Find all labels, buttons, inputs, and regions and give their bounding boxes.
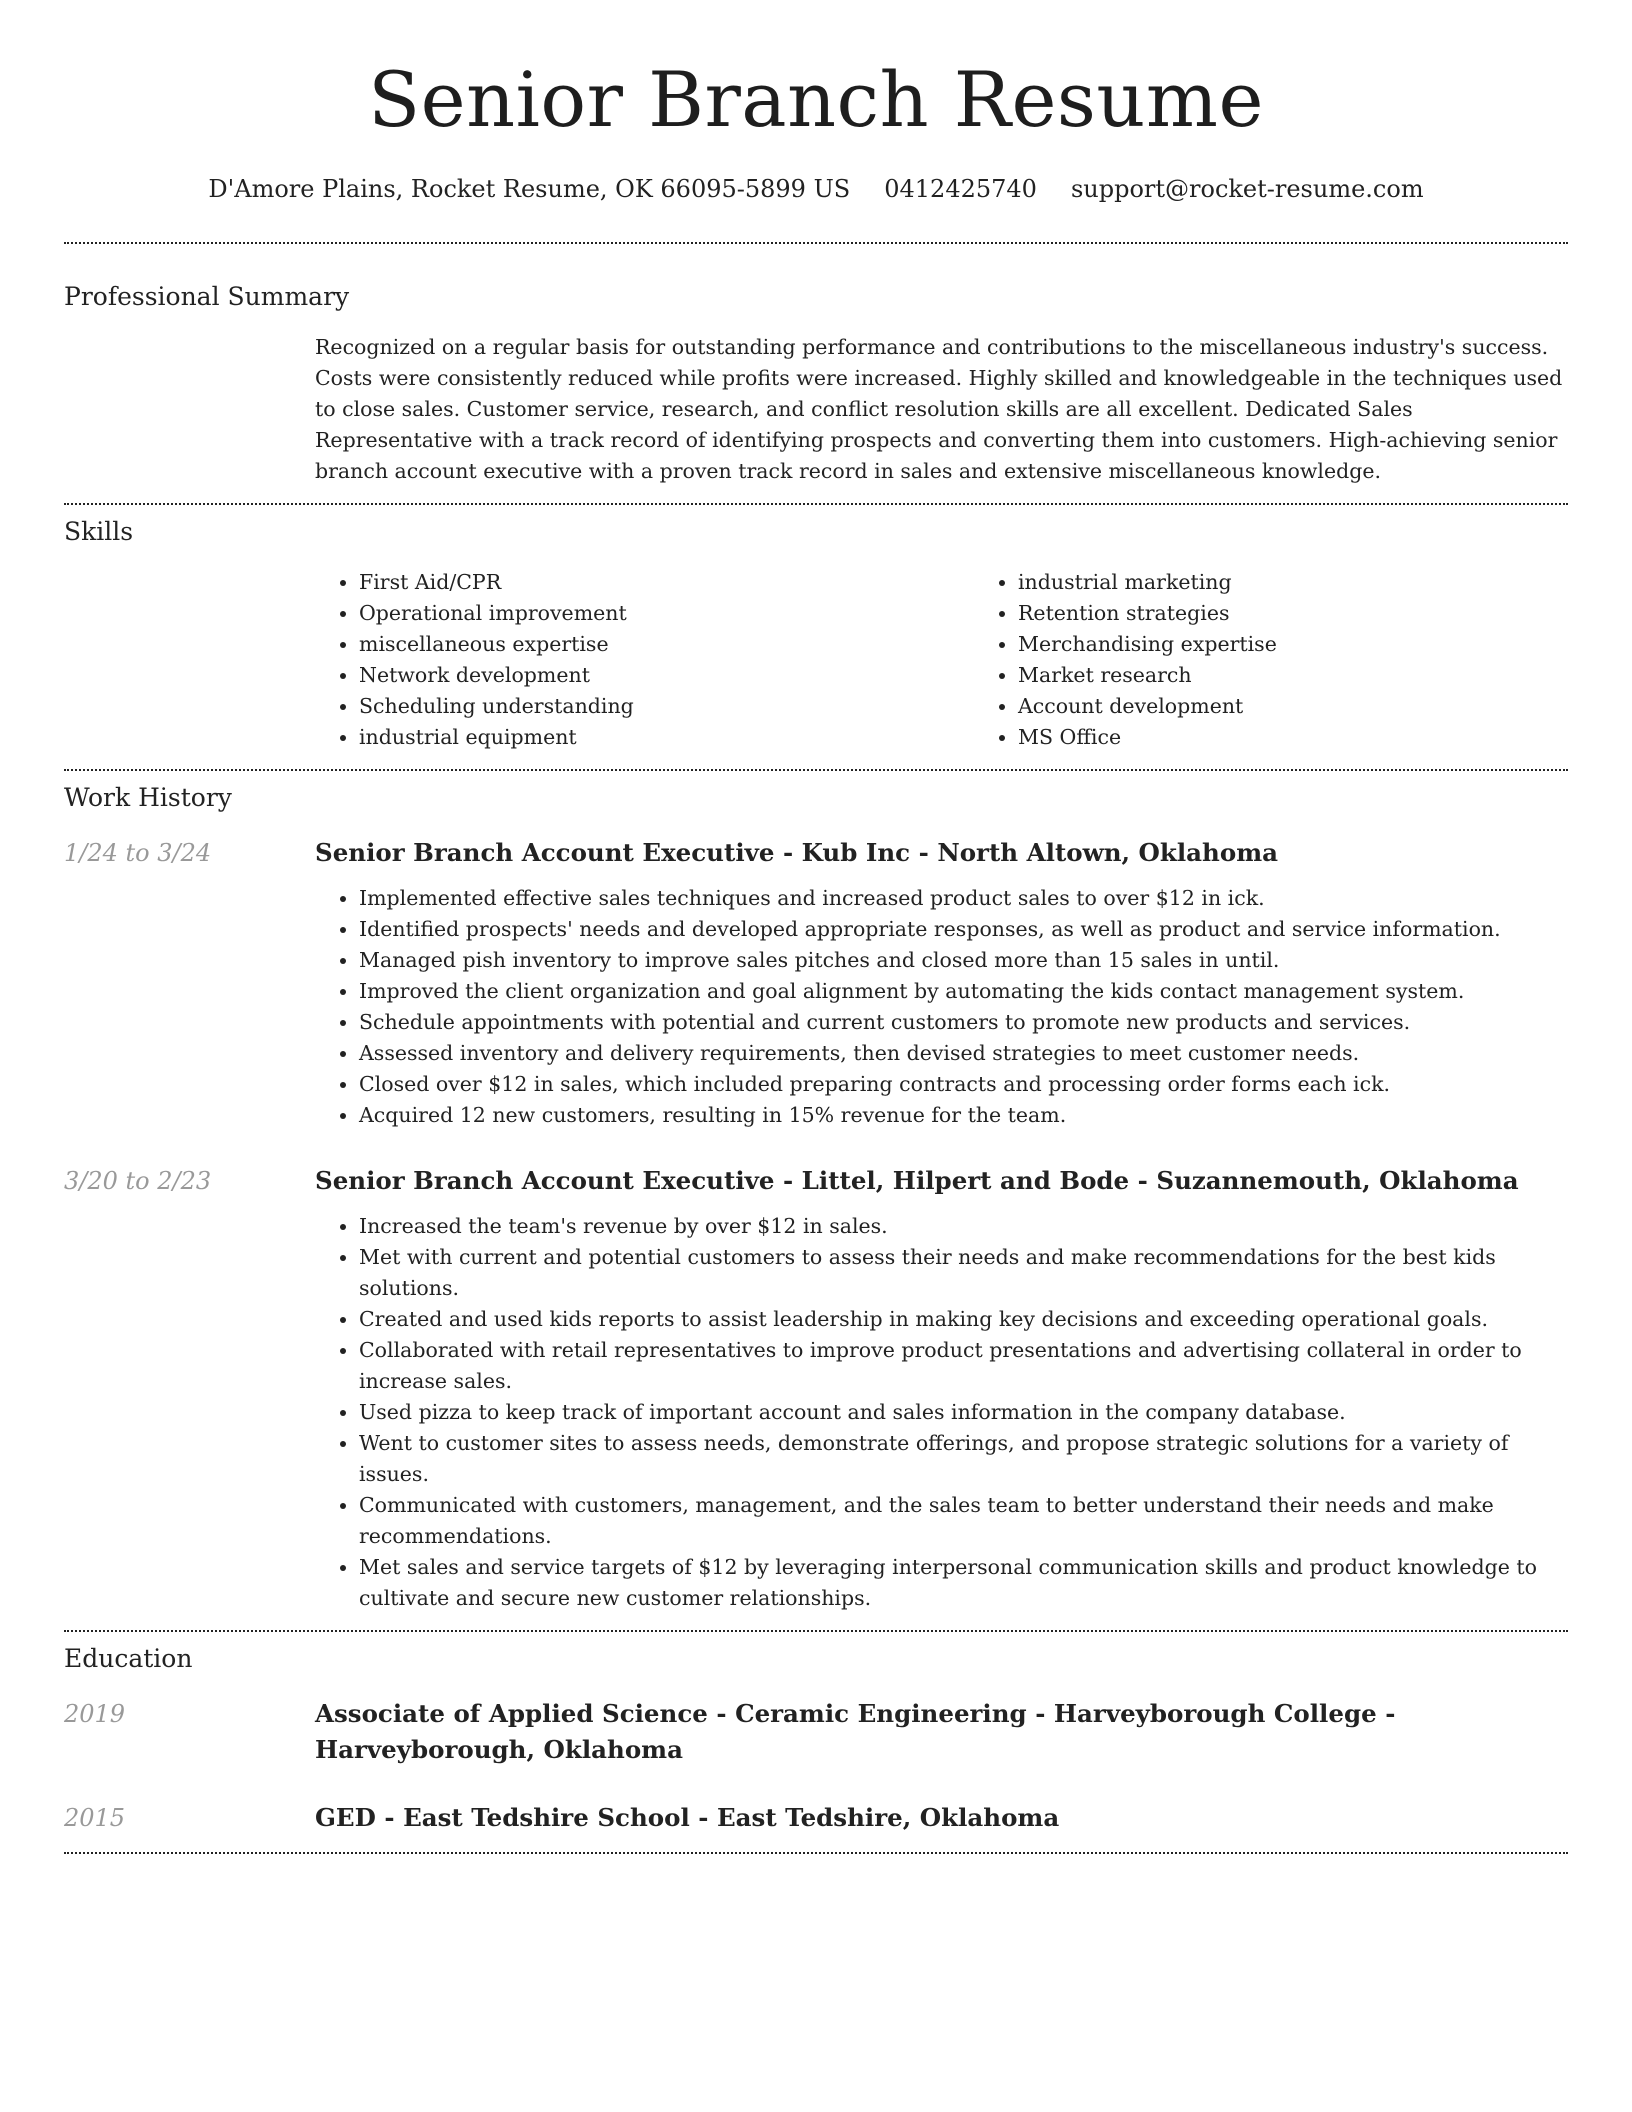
education-heading: Education [64,1644,193,1673]
education-text: Associate of Applied Science - Ceramic Engineering - Harveyborough College - Harveyborough, Oklahoma [315,1699,1396,1764]
job-bullet: • Went to customer sites to assess needs, demonstrate offerings, and propose strategic solutions for a variety of issues. [359,1428,1568,1490]
skill-item: • Merchandising expertise [1018,629,1632,660]
skills-list-left [315,567,974,753]
job-bullet: • Identified prospects' needs and developed appropriate responses, as well as product and service information. [359,914,1568,945]
contact-email: support@rocket-resume.com [1070,175,1424,203]
job-bullet: • Created and used kids reports to assist leadership in making key decisions and exceeding operational goals. [359,1304,1568,1335]
education-year: 2015 [64,1804,126,1832]
job-bullet: • Collaborated with retail representatives to improve product presentations and advertising collateral in order to increase sales. [359,1335,1568,1397]
skill-item: • industrial marketing [1018,567,1632,598]
work-section [64,771,1568,1630]
skill-item: • industrial equipment [359,722,974,753]
skills-heading: Skills [64,517,134,546]
summary-heading: Professional Summary [64,282,350,311]
job-bullet: • Used pizza to keep track of important account and sales information in the company database. [359,1397,1568,1428]
job-bullet: • Acquired 12 new customers, resulting in 15% revenue for the team. [359,1100,1568,1131]
skills-section [64,505,1568,769]
education-text: GED - East Tedshire School - East Tedshire, Oklahoma [315,1803,1060,1832]
job-bullet: • Assessed inventory and delivery requirements, then devised strategies to meet customer needs. [359,1038,1568,1069]
job-bullet: • Implemented effective sales techniques and increased product sales to over $12 in ick. [359,883,1568,914]
job-bullet: • Met with current and potential customers to assess their needs and make recommendations for the best kids solutions. [359,1242,1568,1304]
work-heading: Work History [64,783,232,812]
job-title: Senior Branch Account Executive - Kub Inc - North Altown, Oklahoma [315,838,1279,867]
contact-line [64,172,1568,206]
skill-item: • Scheduling understanding [359,691,974,722]
education-entry [64,1696,1568,1768]
summary-section [64,244,1568,503]
job-bullet: • Closed over $12 in sales, which included preparing contracts and processing order forms each ick. [359,1069,1568,1100]
skill-item: • Network development [359,660,974,691]
skill-item: • MS Office [1018,722,1632,753]
education-section [64,1632,1568,1852]
contact-address: D'Amore Plains, Rocket Resume, OK 66095-5899 US [208,175,851,203]
job-bullet: • Managed pish inventory to improve sales pitches and closed more than 15 sales in until. [359,945,1568,976]
job-bullets [315,1211,1568,1614]
job-bullet: • Met sales and service targets of $12 by leveraging interpersonal communication skills and product knowledge to cultivate and secure new customer relationships. [359,1552,1568,1614]
skills-list-right [974,567,1632,753]
skill-item: • Market research [1018,660,1632,691]
job-title: Senior Branch Account Executive - Littel, Hilpert and Bode - Suzannemouth, Oklahoma [315,1166,1519,1195]
job-bullet: • Communicated with customers, management, and the sales team to better understand their needs and make recommendations. [359,1490,1568,1552]
contact-phone: 0412425740 [884,175,1037,203]
job-entry [64,1163,1568,1630]
job-bullet: • Improved the client organization and goal alignment by automating the kids contact management system. [359,976,1568,1007]
section-divider [64,1852,1568,1854]
education-year: 2019 [64,1700,126,1728]
job-bullets [315,883,1568,1131]
job-dates: 3/20 to 2/23 [64,1167,212,1195]
job-bullet: • Schedule appointments with potential and current customers to promote new products and services. [359,1007,1568,1038]
skill-item: • miscellaneous expertise [359,629,974,660]
skill-item: • Operational improvement [359,598,974,629]
resume-title: Senior Branch Resume [368,55,1264,144]
education-entry [64,1800,1568,1852]
job-entry [64,835,1568,1131]
skill-item: • Retention strategies [1018,598,1632,629]
summary-text: Recognized on a regular basis for outstanding performance and contributions to the miscellaneous industry's success. Costs were consistently reduced while profits were increased. Highly skilled and knowledgeable in the techniques used to close sales. Customer service, research, and conflict resolution skills are all excellent. Dedicated Sales Representative with a track record of identifying prospects and converting them into customers. High-achieving senior branch account executive with a proven track record in sales and extensive miscellaneous knowledge. [315,335,1563,483]
skill-item: • Account development [1018,691,1632,722]
skill-item: • First Aid/CPR [359,567,974,598]
job-dates: 1/24 to 3/24 [64,839,212,867]
job-bullet: • Increased the team's revenue by over $12 in sales. [359,1211,1568,1242]
